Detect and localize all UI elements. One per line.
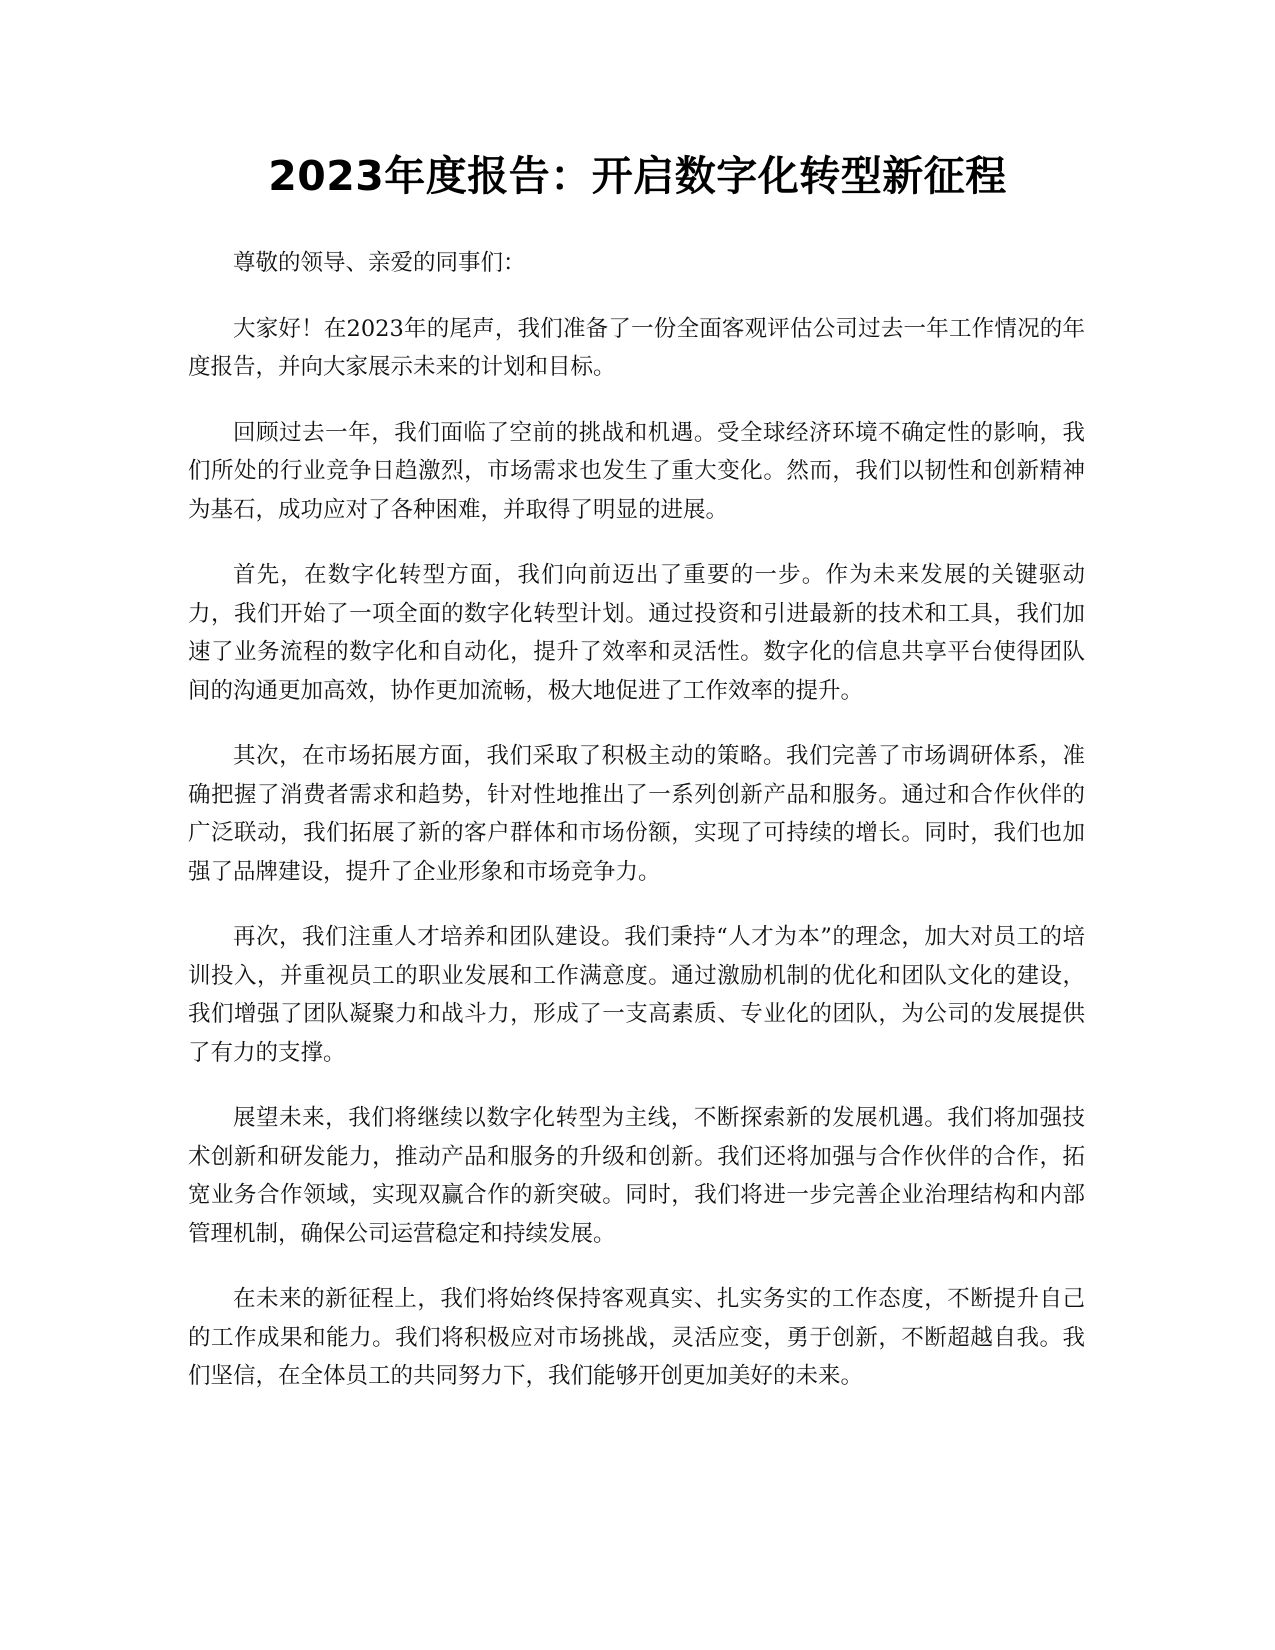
- document-body: [188, 244, 1085, 1423]
- document-title: 2023年度报告：开启数字化转型新征程: [268, 152, 1007, 200]
- paragraph-greeting: 大家好！在2023年的尾声，我们准备了一份全面客观评估公司过去一年工作情况的年度报告，并向大家展示未来的计划和目标。: [188, 315, 1085, 380]
- paragraph-closing: 在未来的新征程上，我们将始终保持客观真实、扎实务实的工作态度，不断提升自己的工作成果和能力。我们将积极应对市场挑战，灵活应变，勇于创新，不断超越自我。我们坚信，在全体员工的共同努力下，我们能够开创更加美好的未来。: [188, 1286, 1085, 1389]
- paragraph-review: 回顾过去一年，我们面临了空前的挑战和机遇。受全球经济环境不确定性的影响，我们所处的行业竞争日趋激烈，市场需求也发生了重大变化。然而，我们以韧性和创新精神为基石，成功应对了各种困难，并取得了明显的进展。: [188, 419, 1085, 523]
- paragraph-talent: 再次，我们注重人才培养和团队建设。我们秉持“人才为本”的理念，加大对员工的培训投入，并重视员工的职业发展和工作满意度。通过激励机制的优化和团队文化的建设，我们增强了团队凝聚力和战斗力，形成了一支高素质、专业化的团队，为公司的发展提供了有力的支撑。: [188, 924, 1085, 1066]
- paragraph-digital-transformation: 首先，在数字化转型方面，我们向前迈出了重要的一步。作为未来发展的关键驱动力，我们开始了一项全面的数字化转型计划。通过投资和引进最新的技术和工具，我们加速了业务流程的数字化和自动化，提升了效率和灵活性。数字化的信息共享平台使得团队间的沟通更加高效，协作更加流畅，极大地促进了工作效率的提升。: [188, 562, 1085, 704]
- paragraph-outlook: 展望未来，我们将继续以数字化转型为主线，不断探索新的发展机遇。我们将加强技术创新和研发能力，推动产品和服务的升级和创新。我们还将加强与合作伙伴的合作，拓宽业务合作领域，实现双赢合作的新突破。同时，我们将进一步完善企业治理结构和内部管理机制，确保公司运营稳定和持续发展。: [188, 1105, 1085, 1247]
- paragraph-market-expansion: 其次，在市场拓展方面，我们采取了积极主动的策略。我们完善了市场调研体系，准确把握了消费者需求和趋势，针对性地推出了一系列创新产品和服务。通过和合作伙伴的广泛联动，我们拓展了新的客户群体和市场份额，实现了可持续的增长。同时，我们也加强了品牌建设，提升了企业形象和市场竞争力。: [188, 743, 1085, 885]
- paragraph-salutation: 尊敬的领导、亲爱的同事们：: [233, 250, 526, 276]
